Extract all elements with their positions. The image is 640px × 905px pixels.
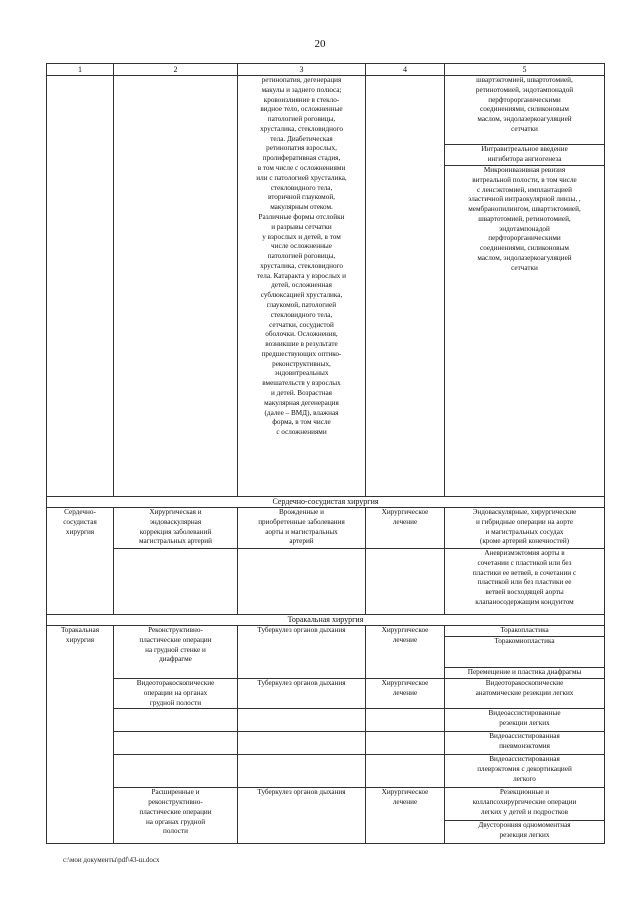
diseases-cell: ретинопатия, дегенерация макулы и заднего полюса; кровоизлияние в стекло- видное тело, осложненные патологией роговицы, хрусталика, стекловидного тела. Диабетическая ретинопатия взрослых, пролиферативная стадия, в том числе с осложнениями или с патологией хрусталика, стекловидного тела, вторичной глаукомой, макулярным отеком. Различные формы отслойки и разрывы сетчатки у взрослых и детей, в том числе осложненные патологией роговицы, хрусталика, стекловидного тела. Катаракта у взрослых и детей, осложненная сублюксацией хрусталика, глаукомой, патологией стекловидного тела, сетчатки, сосудистой оболочки. Осложнения, возникшие в результате предшествующих оптико- реконструктивных, эндовитреальных вмешательств у взрослых и детей. Возрастная макулярная дегенерация (далее – ВМД), влажная форма, в том числе с осложнениями xyxy=(238,76,366,497)
table-row xyxy=(47,508,605,549)
method-cell: швартэктомией, швартотомией, ретинотомией, эндотампонадой перфторорганическими соединениями, силиконовым маслом, эндолазеркоагуляцией сетчатки xyxy=(445,76,605,145)
medical-care-table xyxy=(46,63,605,844)
table-row xyxy=(47,788,605,821)
method-cell: Торакопластика xyxy=(445,626,605,637)
method-cell: Эндоваскулярные, хирургические и гибридные операции на аорте и магистральных сосудах (кроме артерий конечностей) xyxy=(445,508,605,549)
table-row xyxy=(47,679,605,709)
section-header-row xyxy=(47,497,605,508)
method-cell: Видеоторакоскопические анатомические резекции легких xyxy=(445,679,605,709)
group-cell: Видеоторакоскопические операции на органах грудной полости xyxy=(114,679,238,709)
diseases-cell xyxy=(238,709,366,732)
method-cell: Торакомиопластика xyxy=(445,637,605,668)
method-cell: Перемещение и пластика диафрагмы xyxy=(445,668,605,679)
treatment-cell xyxy=(366,76,445,497)
column-number: 4 xyxy=(366,64,445,76)
diseases-cell xyxy=(238,755,366,788)
table-row xyxy=(47,549,605,615)
footer-file-path: c:\мои документы\pdf\43-ш.docx xyxy=(63,856,160,864)
treatment-cell: Хирургическое лечение xyxy=(366,508,445,549)
treatment-cell: Хирургическое лечение xyxy=(366,626,445,679)
treatment-cell xyxy=(366,755,445,788)
diseases-cell: Туберкулез органов дыхания xyxy=(238,788,366,844)
column-number: 5 xyxy=(445,64,605,76)
method-cell: Видеоассистированная плеврэктомия с декортикацией легкого xyxy=(445,755,605,788)
column-number-row xyxy=(47,64,605,76)
group-cell: Реконструктивно- пластические операции на грудной стенке и диафрагме xyxy=(114,626,238,679)
column-number: 2 xyxy=(114,64,238,76)
table-row xyxy=(47,755,605,788)
diseases-cell: Туберкулез органов дыхания xyxy=(238,626,366,679)
group-cell: Хирургическая и эндоваскулярная коррекция заболеваний магистральных артерий xyxy=(114,508,238,549)
table-row xyxy=(47,709,605,732)
treatment-cell xyxy=(366,549,445,615)
profile-cell: Торакальная хирургия xyxy=(47,626,114,844)
group-cell: Расширенные и реконструктивно- пластические операции на органах грудной полости xyxy=(114,788,238,844)
table-row xyxy=(47,732,605,755)
method-cell: Резекционные и коллапсохирургические операции легких у детей и подростков xyxy=(445,788,605,821)
method-cell: Двусторонняя одномоментная резекция легких xyxy=(445,821,605,844)
method-cell: Интравитреальное введение ингибитора ангиогенеза xyxy=(445,145,605,166)
table-row xyxy=(47,626,605,637)
group-cell xyxy=(114,755,238,788)
table-row xyxy=(47,76,605,145)
column-number: 3 xyxy=(238,64,366,76)
group-cell xyxy=(114,732,238,755)
method-cell: Аневризмэктомия аорты в сочетании с пластикой или без пластики ее ветвей, в сочетании с пластикой или без пластики ее ветвей восходящей аорты клапаносодержащим кондуитом xyxy=(445,549,605,615)
method-cell: Видеоассистированные резекции легких xyxy=(445,709,605,732)
column-number: 1 xyxy=(47,64,114,76)
section-title: Торакальная хирургия xyxy=(47,615,605,626)
method-cell: Видеоассистированная пневмонэктомия xyxy=(445,732,605,755)
page-number: 20 xyxy=(314,38,326,50)
group-cell xyxy=(114,549,238,615)
diseases-cell xyxy=(238,549,366,615)
diseases-cell xyxy=(238,732,366,755)
section-header-row xyxy=(47,615,605,626)
treatment-cell: Хирургическое лечение xyxy=(366,788,445,844)
profile-cell xyxy=(47,76,114,497)
treatment-cell xyxy=(366,709,445,732)
diseases-cell: Туберкулез органов дыхания xyxy=(238,679,366,709)
method-cell: Микроинвазивная ревизия витреальной полости, в том числе с ленсэктомией, имплантацией эластичной интраокулярной линзы, , мембранопилингом, швартэктомией, швартотомией, ретинотомией, эндотампонадой перфторорганическими соединениями, силиконовым маслом, эндолазеркоагуляцией сетчатки xyxy=(445,166,605,497)
treatment-cell: Хирургическое лечение xyxy=(366,679,445,709)
section-title: Сердечно-сосудистая хирургия xyxy=(47,497,605,508)
treatment-cell xyxy=(366,732,445,755)
group-cell xyxy=(114,709,238,732)
profile-cell: Сердечно- сосудистая хирургия xyxy=(47,508,114,615)
diseases-cell: Врожденные и приобретенные заболевания аорты и магистральных артерий xyxy=(238,508,366,549)
group-cell xyxy=(114,76,238,497)
